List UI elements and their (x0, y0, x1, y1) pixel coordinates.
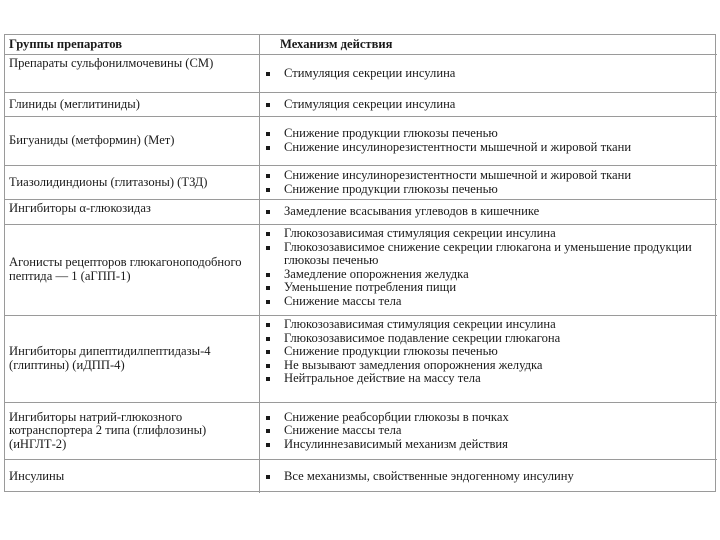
bullet-icon (266, 188, 270, 192)
bullet-icon (266, 132, 270, 136)
bullet-icon (266, 350, 270, 354)
drug-mechanism-table (4, 34, 716, 492)
header-groups: Группы препаратов (5, 35, 260, 55)
mechanism-item (262, 411, 713, 425)
mechanism-text: Снижение продукции глюкозы печенью (284, 181, 498, 196)
mechanism-cell (260, 200, 717, 225)
mechanism-text: Снижение массы тела (284, 423, 402, 438)
mechanism-cell (260, 316, 717, 403)
bullet-icon (266, 475, 270, 479)
mechanism-item (262, 127, 713, 141)
mechanism-item (262, 295, 713, 309)
mechanism-text: Стимуляция секреции инсулина (284, 96, 456, 111)
mechanism-text: Снижение массы тела (284, 293, 402, 308)
bullet-icon (266, 273, 270, 277)
bullet-icon (266, 210, 270, 214)
bullet-icon (266, 300, 270, 304)
bullet-icon (266, 72, 270, 76)
mechanism-text: Замедление опорожнения желудка (284, 266, 469, 281)
bullet-icon (266, 286, 270, 290)
mechanism-item (262, 424, 713, 438)
mechanism-text: Нейтральное действие на массу тела (284, 371, 481, 386)
mechanism-text: Инсулиннезависимый механизм действия (284, 436, 508, 451)
mechanism-text: Замедление всасывания углеводов в кишечнике (284, 204, 540, 219)
bullet-icon (266, 364, 270, 368)
group-text: Ингибиторы дипептидилпептидазы-4 (глиптины) (иДПП-4) (9, 344, 211, 372)
mechanism-item (262, 183, 713, 197)
bullet-icon (266, 377, 270, 381)
mechanism-cell (260, 166, 717, 200)
bullet-icon (266, 174, 270, 178)
mechanism-cell (260, 55, 717, 93)
group-cell (5, 403, 260, 460)
mechanism-item (262, 227, 713, 241)
group-text: Бигуаниды (метформин) (Мет) (9, 133, 175, 148)
mechanism-item (262, 205, 713, 219)
mechanism-text: Глюкозозависимое подавление секреции глюкагона (284, 330, 561, 345)
group-text: Ингибиторы натрий-глюкозного котранспортера 2 типа (глифлозины) (иНГЛТ-2) (9, 409, 207, 451)
mechanism-text: Глюкозозависимая стимуляция секреции инсулина (284, 317, 556, 331)
mechanism-cell (260, 460, 717, 493)
group-text: Тиазолидиндионы (глитазоны) (ТЗД) (9, 174, 208, 189)
group-cell (5, 166, 260, 200)
group-text: Глиниды (меглитиниды) (9, 96, 140, 111)
mechanism-text: Снижение реабсорбции глюкозы в почках (284, 409, 509, 424)
mechanism-item (262, 268, 713, 282)
mechanism-text: Глюкозозависимая стимуляция секреции инсулина (284, 226, 556, 240)
group-cell (5, 316, 260, 403)
mechanism-cell (260, 403, 717, 460)
mechanism-item (262, 318, 713, 332)
mechanism-text: Стимуляция секреции инсулина (284, 65, 456, 80)
mechanism-text: Глюкозозависимое снижение секреции глюкагона и уменьшение продукции глюкозы печенью (284, 239, 692, 268)
bullet-icon (266, 443, 270, 447)
mechanism-item (262, 281, 713, 295)
bullet-icon (266, 429, 270, 433)
mechanism-text: Снижение продукции глюкозы печенью (284, 126, 498, 141)
mechanism-item (262, 332, 713, 346)
group-cell: Ингибиторы α-глюкозидаз (5, 200, 260, 225)
bullet-icon (266, 246, 270, 250)
group-cell (5, 93, 260, 117)
mechanism-text: Снижение инсулинорезистентности мышечной и жировой ткани (284, 140, 632, 154)
mechanism-text: Снижение продукции глюкозы печенью (284, 344, 498, 359)
mechanism-item (262, 345, 713, 359)
mechanism-text: Все механизмы, свойственные эндогенному инсулину (284, 468, 574, 483)
bullet-icon (266, 323, 270, 327)
group-cell (5, 460, 260, 493)
mechanism-item (262, 470, 713, 484)
bullet-icon (266, 103, 270, 107)
bullet-icon (266, 146, 270, 150)
mechanism-text: Уменьшение потребления пищи (284, 280, 457, 295)
mechanism-item (262, 67, 713, 81)
group-cell (5, 225, 260, 316)
group-text: Агонисты рецепторов глюкагоноподобного пептида — 1 (аГПП-1) (9, 255, 242, 283)
mechanism-item (262, 169, 713, 183)
mechanism-item (262, 438, 713, 452)
header-mechanism: Механизм действия (260, 35, 717, 55)
mechanism-item (262, 98, 713, 112)
bullet-icon (266, 416, 270, 420)
mechanism-text: Снижение инсулинорезистентности мышечной и жировой ткани (284, 167, 632, 182)
mechanism-item (262, 359, 713, 373)
mechanism-cell (260, 117, 717, 166)
mechanism-item (262, 241, 713, 268)
bullet-icon (266, 337, 270, 341)
mechanism-item (262, 372, 713, 386)
mechanism-text: Не вызывают замедления опорожнения желудка (284, 357, 543, 372)
bullet-icon (266, 232, 270, 236)
mechanism-cell (260, 93, 717, 117)
group-cell: Препараты сульфонилмочевины (СМ) (5, 55, 260, 93)
group-text: Инсулины (9, 468, 65, 483)
mechanism-cell (260, 225, 717, 316)
mechanism-item (262, 141, 713, 155)
group-cell (5, 117, 260, 166)
